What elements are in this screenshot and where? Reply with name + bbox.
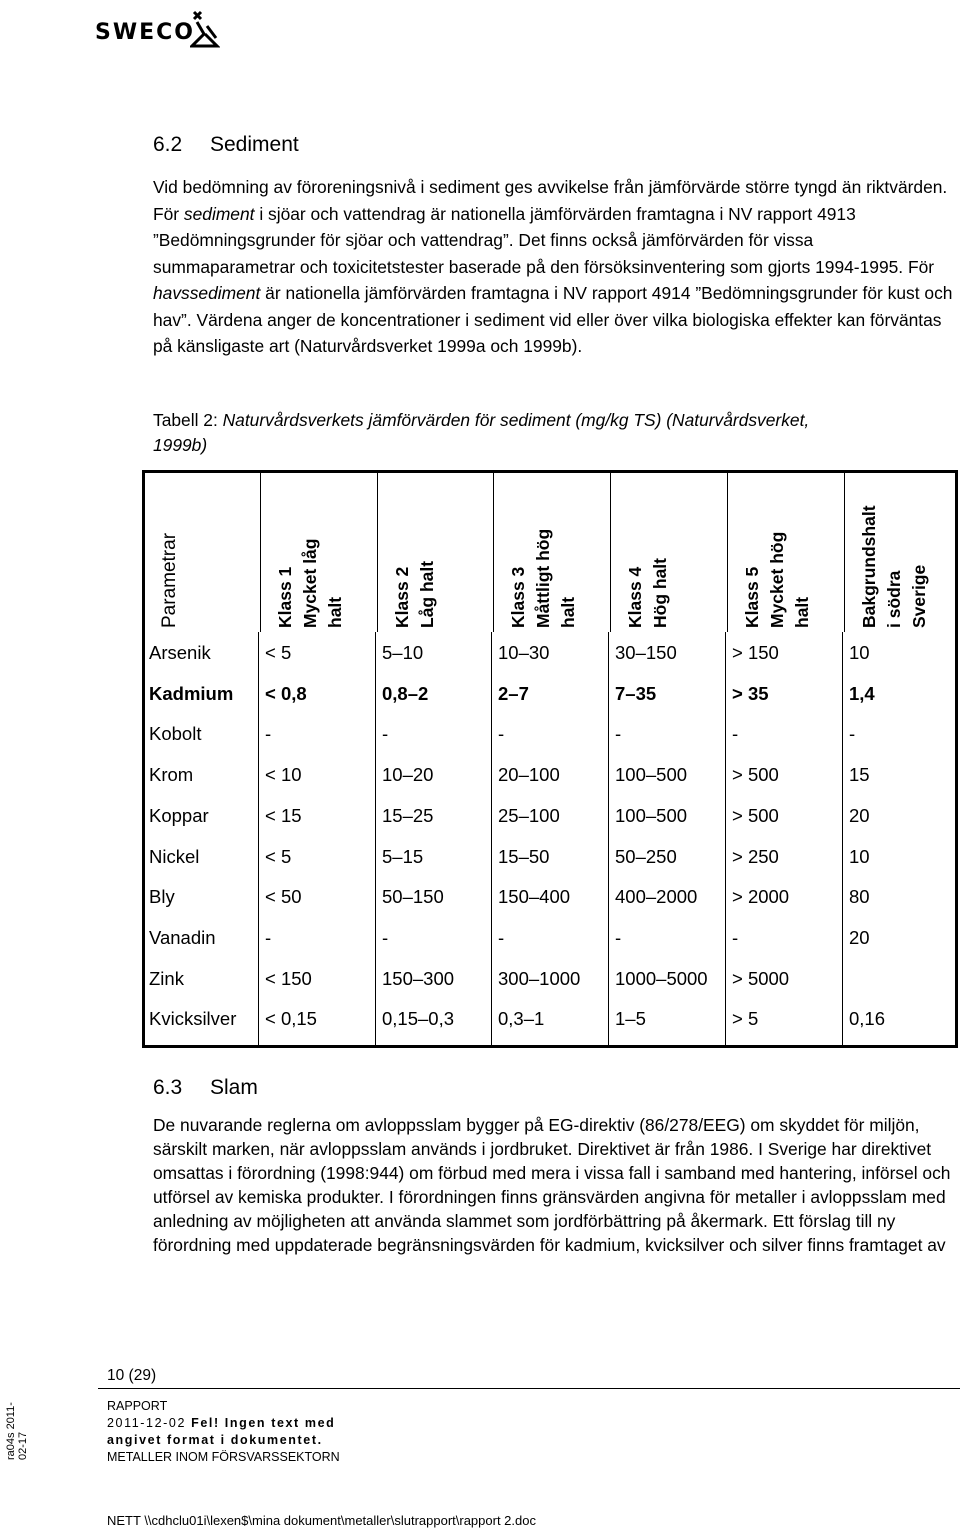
table-cell: 100–500 bbox=[615, 804, 688, 826]
table-cell: 150–300 bbox=[382, 967, 455, 989]
parameter-name: Kobolt bbox=[149, 723, 202, 745]
header-label bbox=[740, 532, 815, 628]
section-number: 6.3 bbox=[153, 1076, 183, 1099]
header-cell bbox=[261, 473, 378, 632]
table-cell: 10 bbox=[849, 642, 870, 663]
parameter-name: Bly bbox=[149, 886, 175, 908]
table-cell: 80 bbox=[849, 886, 870, 908]
table-row bbox=[145, 795, 955, 836]
parameter-name: Vanadin bbox=[149, 926, 216, 948]
table-cell: 300–1000 bbox=[498, 967, 581, 989]
logo-text: SWECO bbox=[95, 20, 195, 45]
header-cell bbox=[611, 473, 728, 632]
table-cell: 10 bbox=[849, 845, 870, 867]
table-cell: < 150 bbox=[265, 967, 312, 989]
table-row bbox=[145, 632, 955, 673]
sweco-logo bbox=[95, 8, 235, 53]
table-cell: 2–7 bbox=[498, 682, 529, 704]
table-cell: < 5 bbox=[265, 845, 292, 867]
header-line: Parametrar bbox=[159, 532, 180, 628]
table-cell: 50–150 bbox=[382, 886, 444, 908]
header-line: Mycket hög bbox=[767, 531, 787, 628]
parameter-name: Kvicksilver bbox=[149, 1008, 237, 1030]
table-cell: < 15 bbox=[265, 804, 302, 826]
table-cell: < 5 bbox=[265, 642, 292, 663]
table-cell: > 5 bbox=[732, 1008, 759, 1030]
table-cell: 15–25 bbox=[382, 804, 434, 826]
footer-doctype: RAPPORT bbox=[107, 1399, 168, 1413]
header-line: Sverige bbox=[909, 564, 929, 628]
text-run: Vid bedömning av föroreningsnivå i sediment ges avvikelse från jämförvärde större tyngd än riktvärden. För bbox=[153, 177, 948, 224]
table-cell: 0,8–2 bbox=[382, 682, 429, 704]
header-line: i södra bbox=[884, 570, 904, 628]
header-line: Mycket låg bbox=[300, 538, 320, 628]
footer-error-2: angivet format i dokumentet. bbox=[107, 1433, 323, 1447]
header-cell bbox=[728, 473, 845, 632]
footer-title: METALLER INOM FÖRSVARSSEKTORN bbox=[107, 1450, 340, 1464]
parameter-name: Arsenik bbox=[149, 642, 211, 663]
parameter-name: Kadmium bbox=[149, 682, 234, 704]
header-label bbox=[157, 533, 182, 628]
table-cell: > 500 bbox=[732, 804, 779, 826]
caption-prefix: Tabell 2: bbox=[153, 410, 223, 430]
table-cell: - bbox=[498, 926, 505, 948]
table-row bbox=[145, 713, 955, 754]
table-cell: > 35 bbox=[732, 682, 769, 704]
header-line: Klass 4 bbox=[625, 566, 645, 628]
table-body bbox=[142, 632, 958, 1048]
footer-error: Fel! Ingen text med bbox=[186, 1416, 336, 1430]
table-cell: 15–50 bbox=[498, 845, 550, 867]
table-cell: < 0,15 bbox=[265, 1008, 317, 1030]
parameter-name: Zink bbox=[149, 967, 184, 989]
file-path: NETT \\cdhclu01i\lexen$\mina dokument\metaller\slutrapport\rapport 2.doc bbox=[107, 1513, 536, 1528]
header-line: Hög halt bbox=[650, 558, 670, 628]
table-row bbox=[145, 876, 955, 917]
table-cell: - bbox=[615, 723, 622, 745]
parameter-name: Krom bbox=[149, 764, 194, 786]
table-cell: - bbox=[382, 723, 389, 745]
parameter-name: Nickel bbox=[149, 845, 200, 867]
header-line: Måttligt hög bbox=[533, 528, 553, 628]
table-cell: 100–500 bbox=[615, 764, 688, 786]
header-cell bbox=[378, 473, 494, 632]
caption-text: Naturvårdsverkets jämförvärden för sediment (mg/kg TS) (Naturvårdsverket, 1999b) bbox=[153, 410, 810, 455]
header-label bbox=[390, 561, 440, 628]
table-cell: - bbox=[265, 926, 272, 948]
sweco-mark-icon bbox=[190, 8, 220, 48]
header-line: halt bbox=[792, 596, 812, 628]
table-cell: - bbox=[732, 926, 739, 948]
header-cell bbox=[845, 473, 955, 632]
table-cell: > 5000 bbox=[732, 967, 790, 989]
table-cell: 1–5 bbox=[615, 1008, 646, 1030]
table-cell: 1000–5000 bbox=[615, 967, 708, 989]
table-cell: 150–400 bbox=[498, 886, 571, 908]
table-row bbox=[145, 998, 955, 1039]
table-row bbox=[145, 836, 955, 877]
table-cell: > 500 bbox=[732, 764, 779, 786]
section-heading-6-2 bbox=[153, 133, 299, 157]
table-cell: 30–150 bbox=[615, 642, 677, 663]
header-line: Klass 2 bbox=[392, 566, 412, 628]
footer-info bbox=[107, 1398, 340, 1466]
table-cell: < 50 bbox=[265, 886, 302, 908]
table-cell: 20 bbox=[849, 804, 870, 826]
table-cell: > 2000 bbox=[732, 886, 790, 908]
sediment-table bbox=[142, 470, 958, 1048]
table-cell: 400–2000 bbox=[615, 886, 698, 908]
footer-date: 2011-12-02 bbox=[107, 1416, 187, 1430]
header-label bbox=[506, 529, 581, 628]
header-line: Låg halt bbox=[417, 560, 437, 628]
side-stamp: ra04s 2011-02-17 bbox=[5, 1402, 29, 1460]
table-cell: 15 bbox=[849, 764, 870, 786]
table-cell: - bbox=[615, 926, 622, 948]
table-row bbox=[145, 958, 955, 999]
table-cell: < 0,8 bbox=[265, 682, 307, 704]
table-row bbox=[145, 917, 955, 958]
table-row bbox=[145, 754, 955, 795]
header-line: Klass 1 bbox=[275, 566, 295, 628]
table-cell: 0,3–1 bbox=[498, 1008, 545, 1030]
table-cell: > 250 bbox=[732, 845, 779, 867]
header-cell bbox=[145, 473, 261, 632]
table-cell: - bbox=[265, 723, 272, 745]
section-title: Sediment bbox=[210, 133, 299, 156]
header-label bbox=[273, 539, 348, 628]
text-run: är nationella jämförvärden framtagna i NV rapport 4914 ”Bedömningsgrunder för kust och hav”. Värdena anger de koncentrationer i sediment vid eller över vilka biologiska effekter kan förväntas på känsligaste art (Naturvårdsverket 1999a och 1999b). bbox=[153, 283, 953, 356]
header-label bbox=[857, 505, 932, 628]
table-row bbox=[145, 673, 955, 714]
table-cell: 5–10 bbox=[382, 642, 424, 663]
page-number: 10 (29) bbox=[107, 1367, 157, 1384]
table-cell: - bbox=[849, 723, 856, 745]
footer-divider bbox=[98, 1388, 960, 1389]
slam-paragraph: De nuvarande reglerna om avloppsslam bygger på EG-direktiv (86/278/EEG) om skyddet för miljön, särskilt marken, när avloppsslam används i jordbruket. Direktivet är från 1986. I Sverige har direktivet omsattas i förordning (1998:944) om förbud med mera i vissa fall i samband med hantering, införsel och utförsel av kemiska produkter. I förordningen finns gränsvärden angivna för metaller i avloppsslam med anledning av möjligheten att använda slammet som jordförbättring på åkermark. Ett förslag till ny förordning med uppdaterade begränsningsvärden för kadmium, kvicksilver och silver finns framtaget av bbox=[153, 1115, 951, 1255]
header-line: halt bbox=[558, 596, 578, 628]
table-cell: 0,15–0,3 bbox=[382, 1008, 455, 1030]
header-label bbox=[623, 558, 673, 628]
header-line: halt bbox=[325, 596, 345, 628]
table-cell: - bbox=[498, 723, 505, 745]
header-line: Klass 3 bbox=[508, 566, 528, 628]
table-cell: 10–20 bbox=[382, 764, 434, 786]
table-cell: 50–250 bbox=[615, 845, 677, 867]
table-cell: > 150 bbox=[732, 642, 779, 663]
table-caption bbox=[153, 408, 853, 458]
text-run-italic: sediment bbox=[183, 203, 255, 224]
parameter-name: Koppar bbox=[149, 804, 209, 826]
table-cell: 0,16 bbox=[849, 1008, 886, 1030]
table-cell: 10–30 bbox=[498, 642, 550, 663]
header-line: Klass 5 bbox=[742, 566, 762, 628]
table-cell: - bbox=[732, 723, 739, 745]
table-cell: 20–100 bbox=[498, 764, 560, 786]
text-run-italic: havssediment bbox=[153, 283, 261, 303]
section-title: Slam bbox=[210, 1076, 258, 1099]
table-cell: < 10 bbox=[265, 764, 302, 786]
sediment-paragraph bbox=[153, 174, 953, 360]
header-cell bbox=[494, 473, 611, 632]
table-cell: 5–15 bbox=[382, 845, 424, 867]
section-number: 6.2 bbox=[153, 133, 183, 156]
table-cell: - bbox=[382, 926, 389, 948]
text-run: i sjöar och vattendrag är nationella jämförvärden framtagna i NV rapport 4913 ”Bedömningsgrunder för sjöar och vattendrag”. Det finns också jämförvärden för vissa summaparametrar och toxicitetstester baserade på den försöksinventering som gjorts 1994-1995. För bbox=[153, 203, 935, 277]
table-cell: 7–35 bbox=[615, 682, 657, 704]
section-heading-6-3 bbox=[153, 1076, 258, 1100]
table-header-row bbox=[142, 470, 958, 632]
table-cell: 1,4 bbox=[849, 682, 875, 704]
table-cell: 25–100 bbox=[498, 804, 560, 826]
header-line: Bakgrundshalt bbox=[859, 505, 879, 628]
table-cell: 20 bbox=[849, 926, 870, 948]
